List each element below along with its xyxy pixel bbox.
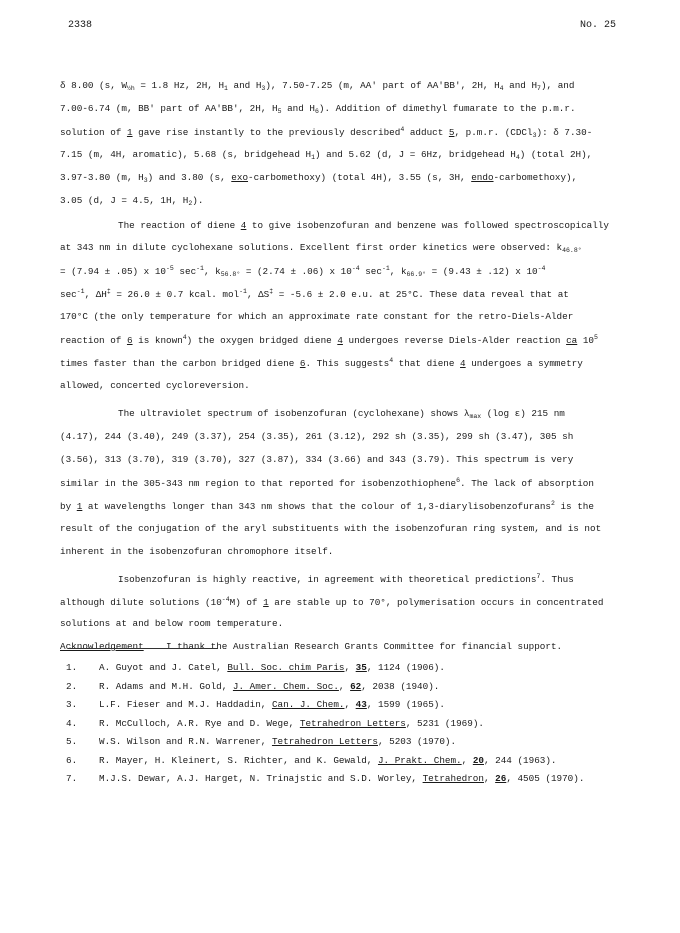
reference-details: , 2038 (1940). [361,680,440,692]
reference-separator: , [344,699,356,710]
reference-authors: R. McCulloch, A.R. Rye and D. Wege, [99,717,300,729]
issue-number: No. 25 [580,20,617,31]
reference-item [66,755,557,766]
reference-number: 5. [66,736,78,747]
reference-journal: Tetrahedron [422,773,484,784]
text-line: The ultraviolet spectrum of isobenzofuran (cyclohexane) shows $\lambda_{max}$ (log ε) 215 nm [118,408,565,420]
reference-authors: M.J.S. Dewar, A.J. Harget, N. Trinajstic and S.D. Worley, [99,773,423,784]
text-line: 7.15 (m, 4H, aromatic), 5.68 (s, bridgehead $H_1$) and 5.62 (d, J = 6Hz, bridgehead $H_4$) (total 2H), [60,149,593,161]
reference-authors: W.S. Wilson and R.N. Warrener, [99,736,272,747]
text-line: by 1 at wavelengths longer than 343 nm shows that the colour of 1,3-diarylisobenzofurans$^2$ is the [60,500,594,512]
text-line: (4.17), 244 (3.40), 249 (3.37), 254 (3.35), 261 (3.12), 292 sh (3.35), 299 sh (3.47), 305 sh [60,431,574,442]
reference-number: 2. [66,680,78,692]
reference-details: , 244 (1963). [483,754,557,766]
text-line: although dilute solutions $(10^{-4}M)$ of 1 are stable up to 70°, polymerisation occurs in concentrated [60,596,604,608]
reference-volume: 35 [355,662,367,673]
reference-item [66,718,484,729]
reference-number: 6. [66,754,78,766]
acknowledgement-heading: Acknowledgement [60,641,144,652]
text-line: times faster than the carbon bridged diene 6. This suggests$^4$ that diene 4 undergoes a symmetry [60,357,583,369]
text-line: (3.56), 313 (3.70), 319 (3.70), 327 (3.87), 334 (3.66) and 343 (3.79). This spectrum is very [60,454,574,465]
reference-number: 7. [66,773,78,784]
text-line: = (7.94 ± .05) x $10^{-5}$ $\sec^{-1}$, $k_{56.8^\circ} = (2.74 \pm .06)$ x $10^{-4}$ $\sec^{-1}$, $k_{66.9^\circ} = (9.43 \pm .12)$ x $10^{-4}$ [60,265,546,278]
acknowledgement [60,641,562,652]
reference-separator: , [461,754,473,766]
reference-volume: 26 [495,773,507,784]
text-line: 3.97-3.80 (m, $H_3$) and 3.80 (s, exo-carbomethoxy) (total 4H), 3.55 (s, 3H, endo-carbomethoxy), [60,172,578,184]
text-line: inherent in the isobenzofuran chromophore itself. [60,546,334,557]
text-line: reaction of 6 is known$^4$) the oxygen bridged diene 4 undergoes reverse Diels-Alder reaction ca $10^5$ [60,334,598,346]
reference-separator: , 5203 (1970). [377,736,457,747]
reference-journal: Bull. Soc. chim Paris [227,662,345,673]
reference-volume: 62 [350,680,362,692]
reference-number: 4. [66,717,78,729]
text-line: similar in the 305-343 nm region to that reported for isobenzothiophene$^6$. The lack of absorption [60,477,594,489]
reference-details: , 1124 (1906). [366,662,445,673]
reference-journal: Tetrahedron Letters [271,736,378,747]
text-line: 7.00-6.74 (m, BB' part of AA'BB', 2H, $H_5$ and $H_6$). Addition of dimethyl fumarate to the p.m.r. [60,103,576,115]
reference-authors: R. Adams and M.H. Gold, [99,680,233,692]
reference-separator: , [483,773,496,784]
text-line: The reaction of diene 4 to give isobenzofuran and benzene was followed spectroscopically [118,220,609,231]
reference-journal: Can. J. Chem. [271,699,345,710]
reference-details: , 4505 (1970). [506,773,585,784]
reference-number: 1. [66,662,78,673]
reference-authors: L.F. Fieser and M.J. Haddadin, [99,699,272,710]
reference-journal: J. Prakt. Chem. [377,754,462,766]
page-number: 2338 [68,20,93,31]
reference-volume: 43 [355,699,367,710]
reference-item [66,699,445,710]
reference-separator: , [338,680,351,692]
reference-item [66,662,445,673]
text-line: allowed, concerted cycloreversion. [60,380,250,391]
footnote-rule [68,648,218,649]
reference-separator: , [344,662,356,673]
reference-item [66,773,584,784]
acknowledgement-text: I thank the Australian Research Grants Committee for financial support. [166,641,563,652]
reference-journal: Tetrahedron Letters [299,717,406,729]
text-line: δ 8.00 (s, $W_{\frac{1}{2}h} = 1.8$ Hz, 2H, $H_1$ and $H_3$), 7.50-7.25 (m, AA' part of AA'BB', 2H, $H_4$ and $H_7$), and [60,80,575,92]
reference-authors: R. Mayer, H. Kleinert, S. Richter, and K. Gewald, [99,754,378,766]
text-line: at 343 nm in dilute cyclohexane solutions. Excellent first order kinetics were observed: $k_{46.8^\circ}$ [60,242,582,254]
reference-item [66,681,439,692]
reference-item [66,736,456,747]
reference-separator: , 5231 (1969). [405,717,484,729]
reference-volume: 20 [472,754,484,766]
text-line: solution of 1 gave rise instantly to the previously described$^4$ adduct 5, p.m.r. (CDCl$_3$): δ 7.30- [60,126,593,139]
text-line: Isobenzofuran is highly reactive, in agreement with theoretical predictions$^7$. Thus [118,573,574,585]
reference-number: 3. [66,699,78,710]
reference-journal: J. Amer. Chem. Soc. [232,680,339,692]
text-line: solutions at and below room temperature. [60,618,284,629]
reference-details: , 1599 (1965). [366,699,445,710]
text-line: result of the conjugation of the aryl substituents with the isobenzofuran ring system, and is not [60,523,602,534]
reference-authors: A. Guyot and J. Catel, [99,662,228,673]
text-line: 170°C (the only temperature for which an approximate rate constant for the retro-Diels-Alder [60,311,574,322]
text-line: 3.05 (d, J = 4.5, 1H, $H_2$). [60,195,204,207]
text-line: $\sec^{-1}$, ΔH‡ = 26.0 ± 0.7 kcal. mol$^{-1}$, ΔS‡ = -5.6 ± 2.0 e.u. at 25°C. These data reveal that at [60,288,569,300]
